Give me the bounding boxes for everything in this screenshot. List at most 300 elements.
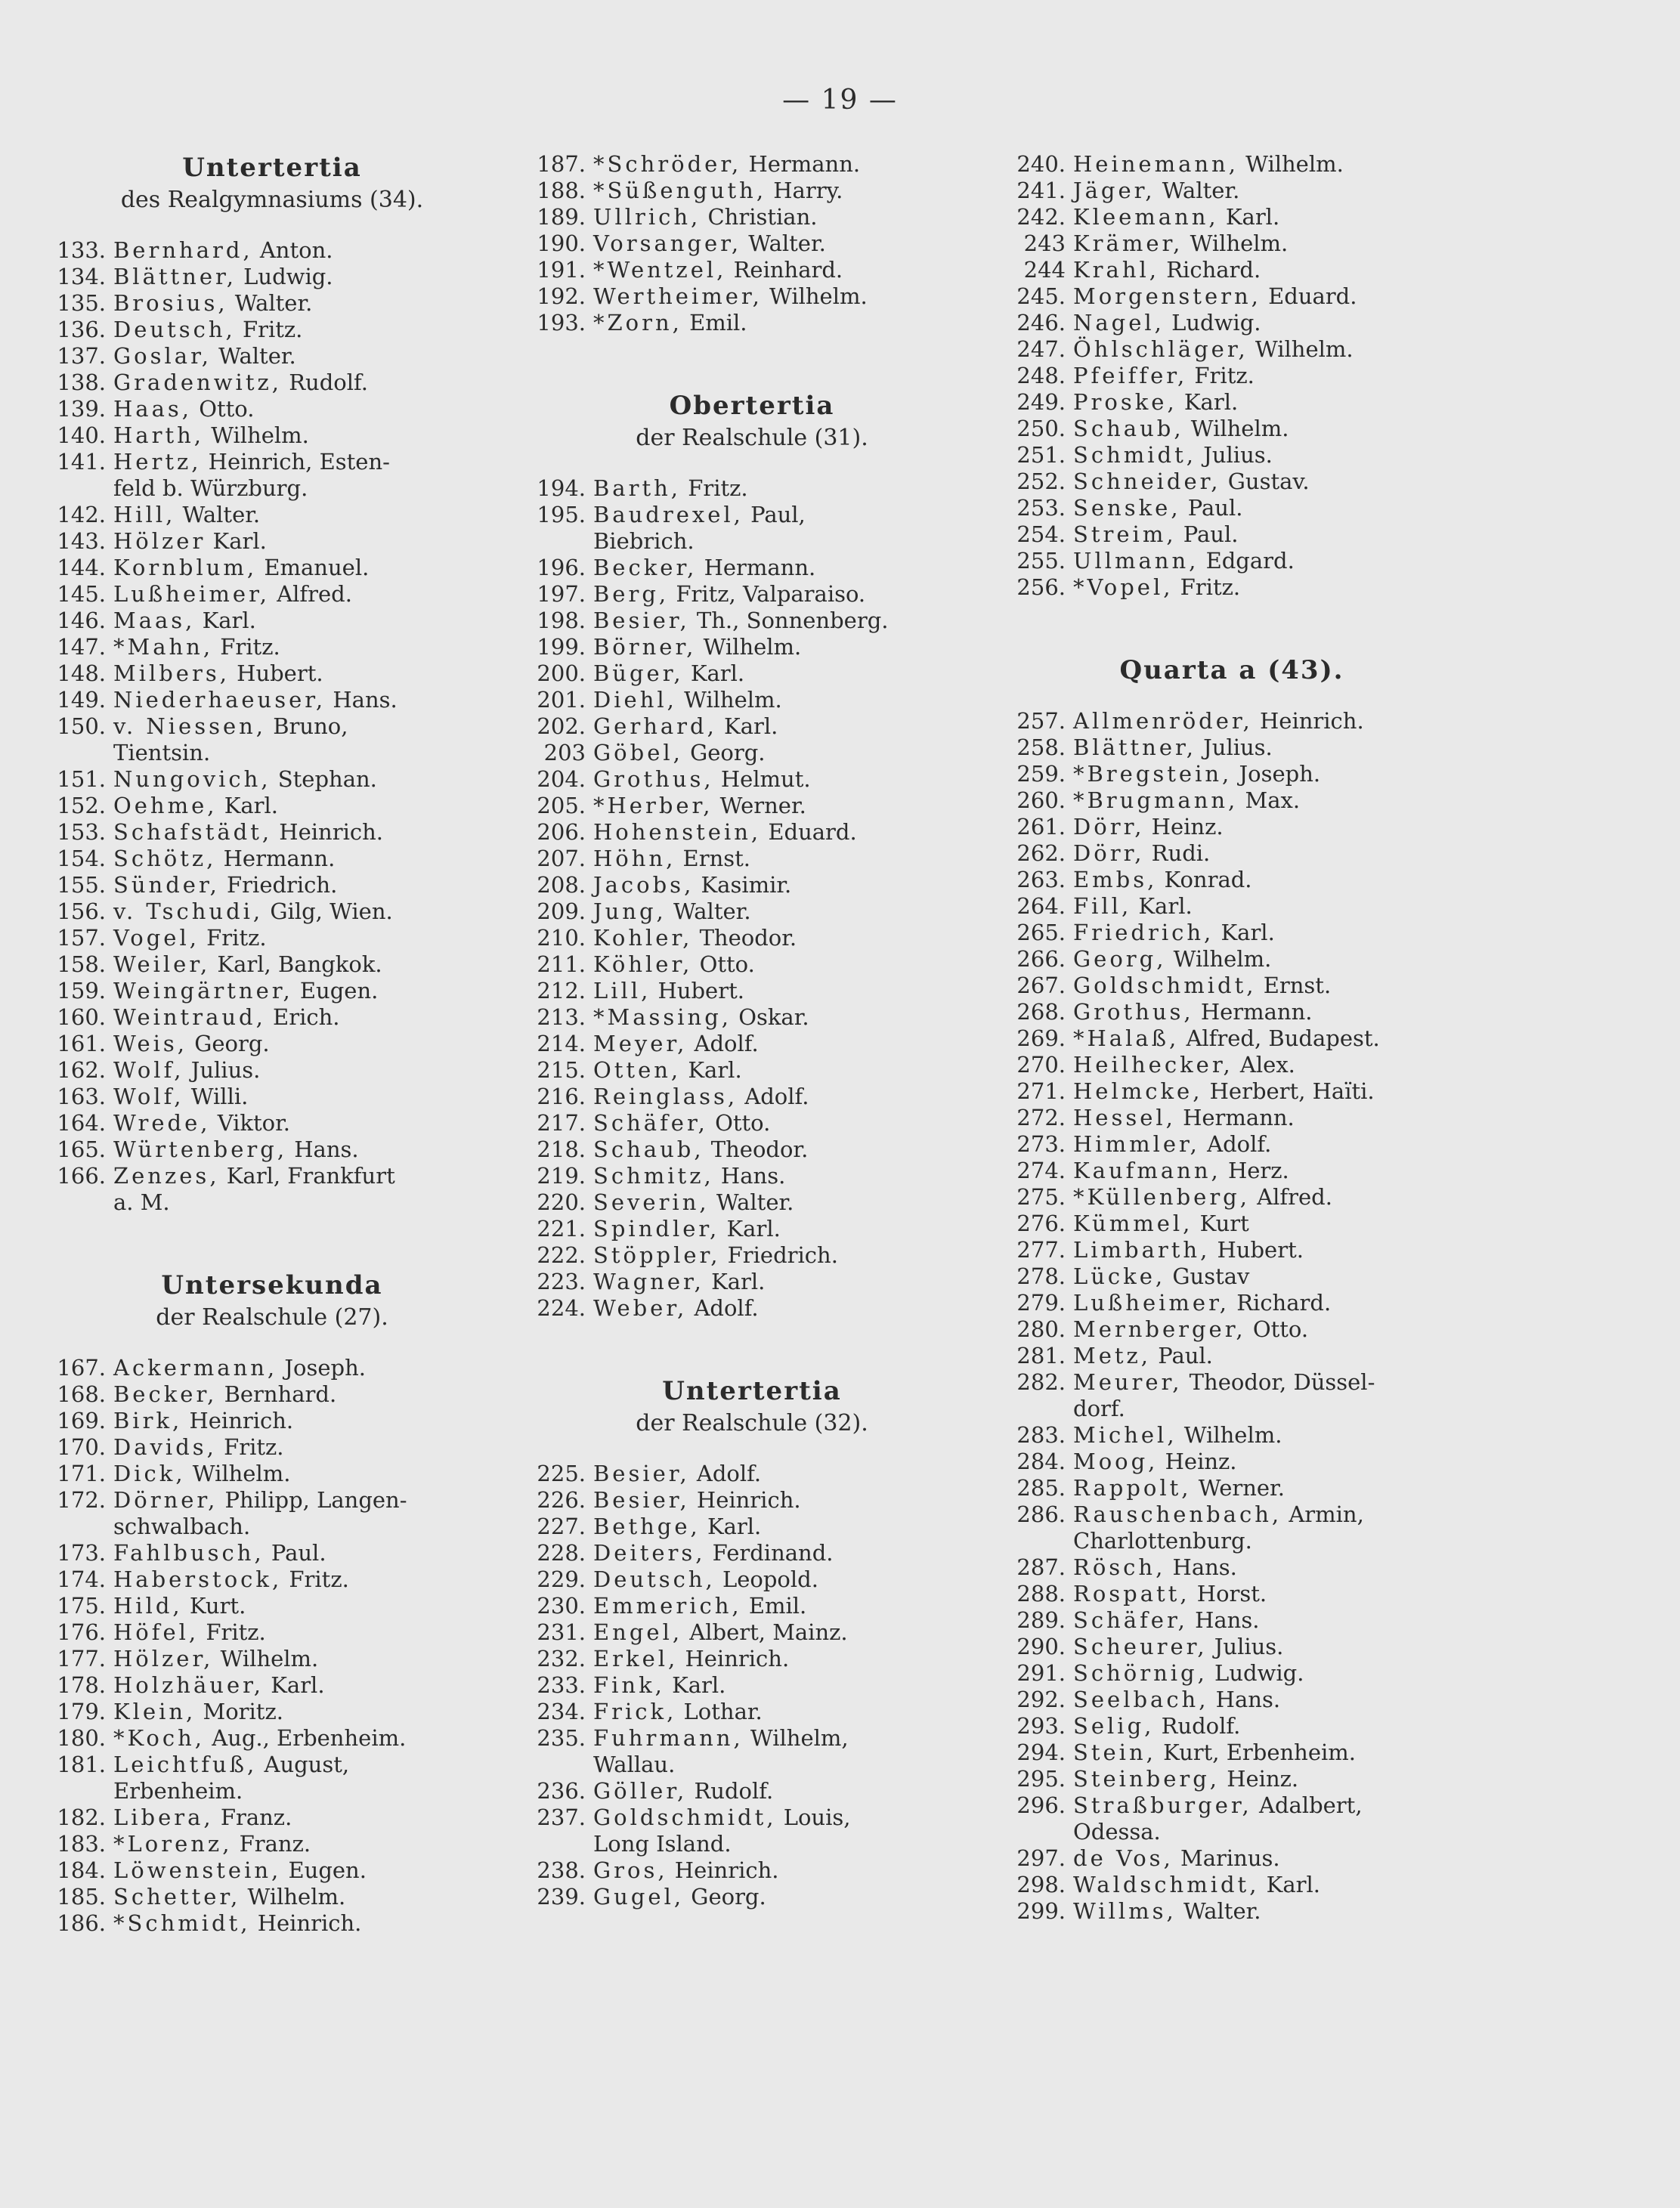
entry-text (1073, 893, 1451, 920)
entry-number: 201. (537, 687, 586, 713)
student-surname: *Herber, (593, 793, 713, 818)
entry-text (113, 608, 491, 634)
entry-text (1073, 495, 1451, 521)
student-entry (1013, 548, 1451, 574)
entry-text (113, 1857, 491, 1884)
student-entry (53, 1672, 491, 1699)
entry-text (1073, 1713, 1451, 1739)
entry-number: 269. (1016, 1025, 1066, 1051)
student-entry (533, 634, 971, 660)
student-given-name: Horst. (1190, 1581, 1267, 1607)
entry-text (593, 204, 971, 230)
student-surname: Besier, (593, 1461, 690, 1486)
student-given-name: Walter. (1155, 178, 1240, 203)
student-entry (53, 1381, 491, 1408)
student-surname: Maas, (113, 608, 196, 633)
entry-text (1073, 416, 1451, 442)
student-entry (533, 1269, 971, 1295)
entry-number: 198. (537, 608, 586, 633)
student-entry (1013, 230, 1451, 257)
student-surname: Schaub, (1073, 416, 1184, 441)
entry-number: 157. (57, 925, 106, 951)
student-surname: Hild, (113, 1593, 183, 1619)
entry-number: 270. (1016, 1052, 1066, 1078)
entry-number: 195. (537, 502, 586, 527)
entry-text (113, 1110, 491, 1136)
entry-text (113, 872, 491, 898)
entry-number: 284. (1016, 1449, 1066, 1474)
student-given-name: Wilhelm. (213, 1646, 319, 1671)
student-given-name: Alfred. (1249, 1184, 1332, 1210)
entry-text (593, 1136, 971, 1163)
entry-text (593, 1057, 971, 1084)
student-given-name: Paul. (1180, 495, 1243, 521)
student-surname: Deiters, (593, 1540, 706, 1566)
student-given-name: Karl. (1177, 389, 1239, 415)
student-given-name: Adolf. (689, 1461, 762, 1486)
entry-continuation: feld b. Würzburg. (113, 475, 308, 501)
student-surname: Gradenwitz, (113, 370, 282, 395)
entry-number: 267. (1016, 973, 1066, 998)
entry-text (113, 1619, 491, 1646)
entry-number: 228. (537, 1540, 586, 1566)
entry-number: 257. (1016, 708, 1066, 734)
student-given-name: Alfred. (269, 581, 352, 607)
student-surname: Weis, (113, 1031, 187, 1056)
student-entry (53, 819, 491, 846)
student-entry (53, 1540, 491, 1566)
student-entry (53, 1646, 491, 1672)
entry-number: 134. (57, 264, 106, 289)
entry-text (1073, 548, 1451, 574)
entry-text (1073, 1422, 1451, 1449)
student-given-name: Marinus. (1173, 1845, 1280, 1871)
student-surname: Straßburger, (1073, 1792, 1252, 1818)
student-given-name: Willi. (184, 1084, 249, 1109)
student-entry (1013, 1845, 1451, 1872)
entry-text (1073, 336, 1451, 363)
entry-number: 167. (57, 1355, 106, 1381)
class-section (1013, 654, 1451, 1925)
student-given-name: Heinrich. (678, 1646, 790, 1671)
student-surname: *Küllenberg, (1073, 1184, 1250, 1210)
student-surname: Krahl, (1073, 257, 1159, 283)
entry-number: 151. (57, 766, 106, 792)
student-given-name: Rudolf. (1154, 1713, 1241, 1739)
entry-text (593, 310, 971, 336)
class-section (53, 1269, 491, 1937)
student-surname: Kaufmann, (1073, 1158, 1221, 1183)
student-entry (53, 1110, 491, 1136)
student-surname: Pfeiffer, (1073, 363, 1188, 388)
student-surname: Willms, (1073, 1898, 1177, 1924)
entry-continuation: schwalbach. (113, 1514, 251, 1539)
student-surname: Dörner, (113, 1487, 218, 1513)
student-entry (1013, 1052, 1451, 1078)
student-entry (533, 178, 971, 204)
student-given-name: Heinz. (1144, 814, 1224, 840)
student-given-name: Theodor, Düssel- (1182, 1369, 1375, 1395)
entry-number: 241. (1016, 178, 1066, 203)
entry-number: 227. (537, 1514, 586, 1539)
section-heading: Untertertia (182, 153, 362, 183)
student-surname: Kümmel, (1073, 1211, 1193, 1236)
student-surname: Klein, (113, 1699, 196, 1724)
entry-text (1073, 1078, 1451, 1105)
student-given-name: Werner. (1191, 1475, 1285, 1501)
student-surname: Proske, (1073, 389, 1177, 415)
student-surname: Ullrich, (593, 204, 701, 230)
student-surname: Allmenröder, (1073, 708, 1253, 734)
entry-text (1073, 257, 1451, 283)
student-surname: Lücke, (1073, 1263, 1166, 1289)
entry-text (1073, 204, 1451, 230)
entry-number: 136. (57, 317, 106, 342)
entry-number: 165. (57, 1136, 106, 1162)
student-surname: Scheurer, (1073, 1634, 1208, 1659)
student-entry (533, 1778, 971, 1804)
student-surname: Deutsch, (113, 317, 236, 342)
student-surname: Wolf, (113, 1084, 184, 1109)
student-surname: Wertheimer, (593, 283, 763, 309)
student-given-name: Ferdinand. (705, 1540, 834, 1566)
student-entry (1013, 574, 1451, 601)
student-surname: Leichtfuß, (113, 1752, 258, 1777)
entry-text (593, 713, 971, 740)
student-entry (53, 1084, 491, 1110)
student-entry (533, 819, 971, 846)
student-given-name: Fritz. (681, 475, 748, 501)
student-given-name: Hans. (1165, 1554, 1237, 1580)
entry-number: 146. (57, 608, 106, 633)
student-entry (533, 925, 971, 951)
student-given-name: Leopold. (715, 1566, 818, 1592)
student-surname: Morgenstern, (1073, 283, 1261, 309)
entry-text (593, 1487, 971, 1514)
student-entry (53, 1831, 491, 1857)
entry-number: 259. (1016, 761, 1066, 787)
entry-text (593, 740, 971, 766)
student-surname: Besier, (593, 1487, 690, 1513)
student-surname: Jäger, (1073, 178, 1156, 203)
student-entry (533, 1566, 971, 1593)
student-entry (533, 151, 971, 178)
entry-text (593, 872, 971, 898)
entry-number: 158. (57, 951, 106, 977)
student-surname: Friedrich, (1073, 920, 1214, 945)
student-entry (1013, 814, 1451, 840)
entry-text (593, 257, 971, 283)
student-entry (533, 581, 971, 608)
student-entry (533, 1672, 971, 1699)
entry-text (113, 555, 491, 581)
entry-text (1073, 442, 1451, 469)
student-given-name: Wilhelm. (1183, 416, 1289, 441)
student-entry (1013, 1554, 1451, 1581)
student-surname: Gerhard, (593, 713, 717, 739)
student-given-name: Walter. (1176, 1898, 1261, 1924)
entry-text (1073, 1766, 1451, 1792)
entry-number: 139. (57, 396, 106, 422)
student-surname: Zenzes, (113, 1163, 220, 1189)
student-entry (533, 1699, 971, 1725)
entry-text (593, 1884, 971, 1910)
student-surname: Fill, (1073, 893, 1132, 919)
student-entry (1013, 336, 1451, 363)
entry-number: 155. (57, 872, 106, 898)
entry-text (1073, 1845, 1451, 1872)
entry-continuation: Tientsin. (113, 740, 211, 765)
student-surname: Helmcke, (1073, 1078, 1203, 1104)
entry-number: 171. (57, 1461, 106, 1486)
student-given-name: Karl. (683, 660, 745, 686)
student-entry (1013, 1105, 1451, 1131)
student-surname: Büger, (593, 660, 684, 686)
entry-text (113, 687, 491, 713)
student-entry (1013, 1369, 1451, 1422)
student-entry (533, 1216, 971, 1242)
student-given-name: Gilg, Wien. (263, 898, 393, 924)
student-surname: Kornblum, (113, 555, 258, 580)
student-given-name: Fritz. (199, 925, 267, 951)
entry-continuation: Charlottenburg. (1073, 1528, 1252, 1554)
student-surname: Lußheimer, (113, 581, 270, 607)
student-given-name: Paul. (264, 1540, 326, 1566)
student-entry (53, 872, 491, 898)
entry-text (593, 1461, 971, 1487)
student-surname: Ullmann, (1073, 548, 1199, 574)
student-entry (1013, 1422, 1451, 1449)
entry-text (1073, 1211, 1451, 1237)
entry-text (593, 1031, 971, 1057)
student-surname: Bernhard, (113, 237, 253, 263)
entry-text (593, 1242, 971, 1269)
entry-text (113, 1804, 491, 1831)
student-given-name: Hermann. (1193, 999, 1313, 1025)
class-section (533, 151, 971, 336)
student-surname: *Schmidt, (113, 1910, 251, 1936)
student-surname: Rospatt, (1073, 1581, 1190, 1607)
student-given-name: Kurt (1193, 1211, 1249, 1236)
entry-text (593, 766, 971, 793)
student-entry (1013, 1501, 1451, 1554)
student-entry (533, 846, 971, 872)
student-surname: Wagner, (593, 1269, 704, 1294)
student-given-name: Richard. (1159, 257, 1261, 283)
student-given-name: Emanuel. (257, 555, 370, 580)
student-surname: Stöppler, (593, 1242, 721, 1268)
student-entry (53, 925, 491, 951)
student-given-name: Karl. (217, 793, 279, 818)
student-surname: Bethge, (593, 1514, 701, 1539)
entry-text (593, 951, 971, 978)
student-entry (533, 502, 971, 555)
student-entry (1013, 1581, 1451, 1607)
student-surname: Hertz, (113, 449, 202, 475)
student-given-name: Albert, Mainz. (682, 1619, 848, 1645)
student-given-name: Karl. (195, 608, 256, 633)
entry-text (593, 1189, 971, 1216)
student-surname: *Lorenz, (113, 1831, 233, 1857)
entry-text (113, 343, 491, 370)
student-entry (1013, 389, 1451, 416)
student-entry (1013, 442, 1451, 469)
student-surname: Diehl, (593, 687, 677, 713)
student-entry (533, 1884, 971, 1910)
entry-number: 184. (57, 1857, 106, 1883)
student-surname: Göller, (593, 1778, 688, 1804)
student-surname: Heinemann, (1073, 151, 1239, 177)
student-entry (53, 1408, 491, 1434)
entry-text (1073, 230, 1451, 257)
student-entry (1013, 521, 1451, 548)
student-given-name: Adolf. (1199, 1131, 1272, 1157)
student-entry (533, 1004, 971, 1031)
entry-text (1073, 574, 1451, 601)
entry-number: 219. (537, 1163, 586, 1189)
student-surname: Würtenberg, (113, 1136, 288, 1162)
student-surname: Senske, (1073, 495, 1181, 521)
entry-text (593, 925, 971, 951)
entry-number: 150. (57, 713, 106, 739)
entry-number: 145. (57, 581, 106, 607)
student-surname: Haberstock, (113, 1566, 283, 1592)
entry-number: 193. (537, 310, 586, 336)
student-surname: Meyer, (593, 1031, 688, 1056)
student-given-name: Ludwig. (1164, 310, 1261, 336)
student-given-name: Fritz, Valparaiso. (669, 581, 866, 607)
student-entry (1013, 1766, 1451, 1792)
student-surname: Fink, (593, 1672, 665, 1698)
student-given-name: Julius. (1207, 1634, 1284, 1659)
student-surname: Becker, (113, 1381, 218, 1407)
entry-number: 229. (537, 1566, 586, 1592)
entry-text (593, 1619, 971, 1646)
entry-text (1073, 469, 1451, 495)
entry-number: 278. (1016, 1263, 1066, 1289)
entry-number: 208. (537, 872, 586, 898)
student-given-name: Franz. (213, 1804, 292, 1830)
entry-text (593, 1857, 971, 1884)
entry-number: 239. (537, 1884, 586, 1910)
entry-text (1073, 973, 1451, 999)
entry-number: 207. (537, 846, 586, 871)
student-surname: Milbers, (113, 660, 230, 686)
student-surname: Wrede, (113, 1110, 211, 1136)
entry-number: 276. (1016, 1211, 1066, 1236)
entry-text (1073, 283, 1451, 310)
entry-number: 161. (57, 1031, 106, 1056)
student-entry (1013, 1237, 1451, 1263)
student-entry (53, 528, 491, 555)
entry-number: 258. (1016, 734, 1066, 760)
student-given-name: Helmut. (713, 766, 811, 792)
student-entry (533, 1857, 971, 1884)
student-entry (53, 555, 491, 581)
entry-number: 268. (1016, 999, 1066, 1025)
student-given-name: Karl. (1218, 204, 1280, 230)
entry-number: 209. (537, 898, 586, 924)
entry-text (1073, 1316, 1451, 1343)
entry-number: 178. (57, 1672, 106, 1698)
heading-spacer (53, 1334, 491, 1355)
entry-text (1073, 1581, 1451, 1607)
entry-text (1073, 708, 1451, 734)
student-given-name: Eugen. (281, 1857, 367, 1883)
student-entry (1013, 1184, 1451, 1211)
student-given-name: Paul. (1176, 521, 1239, 547)
student-surname: *Brugmann, (1073, 787, 1239, 813)
student-given-name: Hans. (713, 1163, 786, 1189)
student-entry (533, 793, 971, 819)
entry-number: 188. (537, 178, 586, 203)
student-entry (53, 660, 491, 687)
student-given-name: Gustav. (1221, 469, 1310, 494)
student-surname: Löwenstein, (113, 1857, 282, 1883)
entry-number: 218. (537, 1136, 586, 1162)
student-given-name: Wilhelm. (696, 634, 802, 660)
entry-number: 231. (537, 1619, 586, 1645)
entry-text (1073, 1872, 1451, 1898)
entry-number: 135. (57, 290, 106, 316)
entry-text (593, 978, 971, 1004)
section-gap (533, 1322, 971, 1375)
entry-text (1073, 920, 1451, 946)
student-entry (1013, 1078, 1451, 1105)
entry-number: 289. (1016, 1607, 1066, 1633)
entry-text (1073, 1369, 1451, 1422)
entry-text (1073, 151, 1451, 178)
student-entry (53, 264, 491, 290)
student-given-name: Max. (1238, 787, 1301, 813)
student-surname: Deutsch, (593, 1566, 716, 1592)
student-given-name: Georg. (187, 1031, 270, 1056)
student-surname: Goldschmidt, (593, 1804, 777, 1830)
entry-number: 271. (1016, 1078, 1066, 1104)
student-surname: Waldschmidt, (1073, 1872, 1260, 1897)
student-entry (533, 475, 971, 502)
entry-number: 254. (1016, 521, 1066, 547)
entry-continuation: Erbenheim. (113, 1778, 243, 1804)
student-entry (53, 608, 491, 634)
student-entry (53, 713, 491, 766)
student-entry (1013, 257, 1451, 283)
student-entry (53, 1566, 491, 1593)
entry-text (113, 1408, 491, 1434)
entry-number: 249. (1016, 389, 1066, 415)
entry-text (113, 793, 491, 819)
entry-text (1073, 787, 1451, 814)
student-entry (53, 1593, 491, 1619)
student-given-name: Wilhelm. (204, 422, 309, 448)
entry-number: 266. (1016, 946, 1066, 972)
student-surname: Höhn, (593, 846, 676, 871)
entry-text (113, 634, 491, 660)
entry-continuation: Odessa. (1073, 1819, 1161, 1845)
student-given-name: Adalbert, (1251, 1792, 1363, 1818)
student-surname: Georg, (1073, 946, 1167, 972)
entry-text (1073, 1475, 1451, 1501)
entry-continuation: Long Island. (593, 1831, 732, 1857)
entry-text (113, 264, 491, 290)
student-entry (53, 978, 491, 1004)
student-surname: Metz, (1073, 1343, 1152, 1368)
student-given-name: Wilhelm. (1166, 946, 1272, 972)
student-given-name: Philipp, Langen- (218, 1487, 407, 1513)
student-given-name: Adolf. (687, 1031, 759, 1056)
student-given-name: Gustav (1165, 1263, 1250, 1289)
student-given-name: Karl. (206, 528, 267, 554)
